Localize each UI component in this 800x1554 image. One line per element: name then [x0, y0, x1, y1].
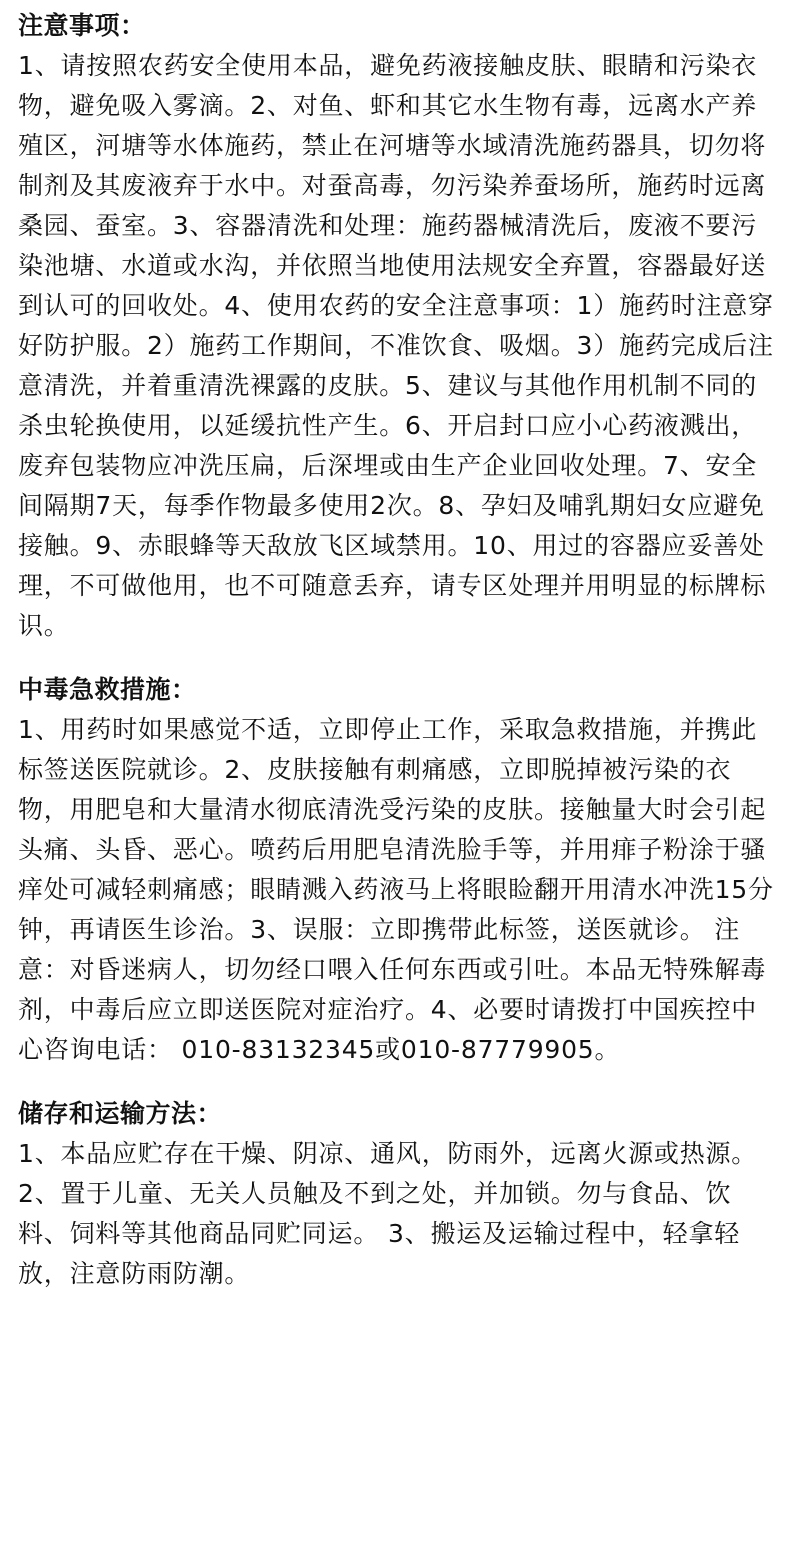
storage-heading: 储存和运输方法： [18, 1099, 223, 1128]
first-aid-section [18, 670, 782, 1070]
precautions-heading: 注意事项： [18, 11, 146, 40]
precautions-text: 1、请按照农药安全使用本品，避免药液接触皮肤、眼睛和污染衣物，避免吸入雾滴。2、对鱼、虾和其它水生物有毒，远离水产养殖区，河塘等水体施药，禁止在河塘等水域清洗施药器具，切勿将制剂及其废液弃于水中。对蚕高毒，勿污染养蚕场所，施药时远离桑园、蚕室。3、容器清洗和处理：施药器械清洗后，废液不要污染池塘、水道或水沟，并依照当地使用法规安全弃置，容器最好送到认可的回收处。4、使用农药的安全注意事项：1）施药时注意穿好防护服。2）施药工作期间，不准饮食、吸烟。3）施药完成后注意清洗，并着重清洗裸露的皮肤。5、建议与其他作用机制不同的杀虫轮换使用，以延缓抗性产生。6、开启封口应小心药液溅出，废弃包装物应冲洗压扁，后深埋或由生产企业回收处理。7、安全间隔期7天，每季作物最多使用2次。8、孕妇及哺乳期妇女应避免接触。9、赤眼蜂等天敌放飞区域禁用。10、用过的容器应妥善处理，不可做他用，也不可随意丢弃，请专区处理并用明显的标牌标识。 [18, 51, 774, 640]
storage-text: 1、本品应贮存在干燥、阴凉、通风，防雨外，远离火源或热源。 2、置于儿童、无关人员触及不到之处，并加锁。勿与食品、饮料、饲料等其他商品同贮同运。 3、搬运及运输过程中，轻拿轻放，注意防雨防潮。 [18, 1139, 758, 1288]
first-aid-text: 1、用药时如果感觉不适，立即停止工作，采取急救措施，并携此标签送医院就诊。2、皮肤接触有刺痛感，立即脱掉被污染的衣物，用肥皂和大量清水彻底清洗受污染的皮肤。接触量大时会引起头痛、头昏、恶心。喷药后用肥皂清洗脸手等，并用痱子粉涂于骚痒处可减轻刺痛感；眼睛溅入药液马上将眼睑翻开用清水冲洗15分钟，再请医生诊治。3、误服：立即携带此标签，送医就诊。 注意：对昏迷病人，切勿经口喂入任何东西或引吐。本品无特殊解毒剂，中毒后应立即送医院对症治疗。4、必要时请拨打中国疾控中心咨询电话： 010-83132345或010-87779905。 [18, 715, 774, 1064]
storage-section [18, 1094, 782, 1294]
first-aid-heading: 中毒急救措施： [18, 675, 197, 704]
precautions-section [18, 6, 782, 646]
